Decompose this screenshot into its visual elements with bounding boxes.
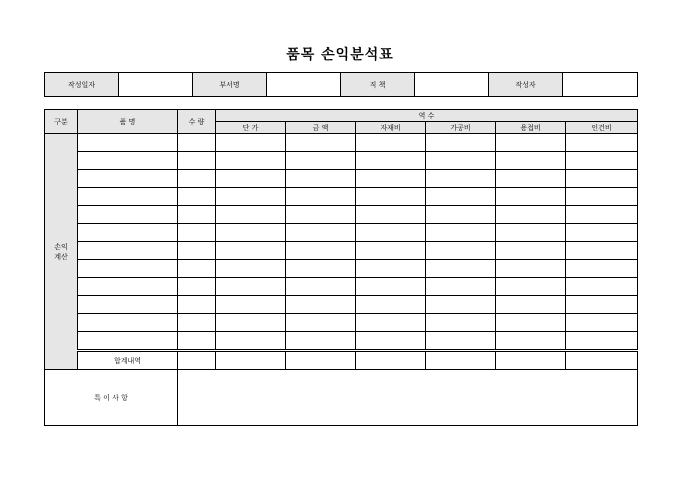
dept-field[interactable] bbox=[267, 73, 341, 97]
table-row bbox=[45, 296, 638, 314]
col-qty-header: 수 량 bbox=[178, 110, 216, 134]
sub-header-welding: 용접비 bbox=[496, 122, 566, 134]
sub-header-amount: 금 액 bbox=[286, 122, 356, 134]
summary-row bbox=[45, 351, 638, 370]
side-label bbox=[45, 134, 78, 370]
table-row bbox=[45, 206, 638, 224]
author-field[interactable] bbox=[563, 73, 638, 97]
col-category-header: 구분 bbox=[45, 110, 78, 134]
page-title: 품목 손익분석표 bbox=[286, 47, 394, 63]
side-label-line1: 손익 bbox=[54, 242, 68, 251]
table-row bbox=[45, 278, 638, 296]
sub-header-material: 자재비 bbox=[356, 122, 426, 134]
position-label: 직 책 bbox=[341, 73, 415, 97]
table-row bbox=[45, 260, 638, 278]
remarks-field[interactable] bbox=[178, 370, 638, 426]
table-row bbox=[45, 134, 638, 152]
date-field[interactable] bbox=[119, 73, 193, 97]
table-row bbox=[45, 152, 638, 170]
summary-label: 합계내역 bbox=[78, 351, 178, 370]
table-row bbox=[45, 242, 638, 260]
remarks-row bbox=[45, 370, 638, 426]
position-field[interactable] bbox=[415, 73, 489, 97]
info-table bbox=[44, 72, 638, 97]
table-row bbox=[45, 224, 638, 242]
date-label: 작성일자 bbox=[45, 73, 119, 97]
author-label: 작성자 bbox=[489, 73, 563, 97]
table-row bbox=[45, 170, 638, 188]
table-row bbox=[45, 314, 638, 332]
analysis-table bbox=[44, 109, 638, 426]
table-row bbox=[45, 332, 638, 351]
sub-header-processing: 가공비 bbox=[426, 122, 496, 134]
table-row bbox=[45, 188, 638, 206]
remarks-label: 특 이 사 항 bbox=[45, 370, 178, 426]
sub-header-labor: 인건비 bbox=[566, 122, 638, 134]
col-item-header: 품 명 bbox=[78, 110, 178, 134]
col-group-header: 역 수 bbox=[216, 110, 638, 122]
side-label-line2: 계산 bbox=[54, 252, 68, 261]
dept-label: 부서명 bbox=[193, 73, 267, 97]
sub-header-unit-price: 단 가 bbox=[216, 122, 286, 134]
